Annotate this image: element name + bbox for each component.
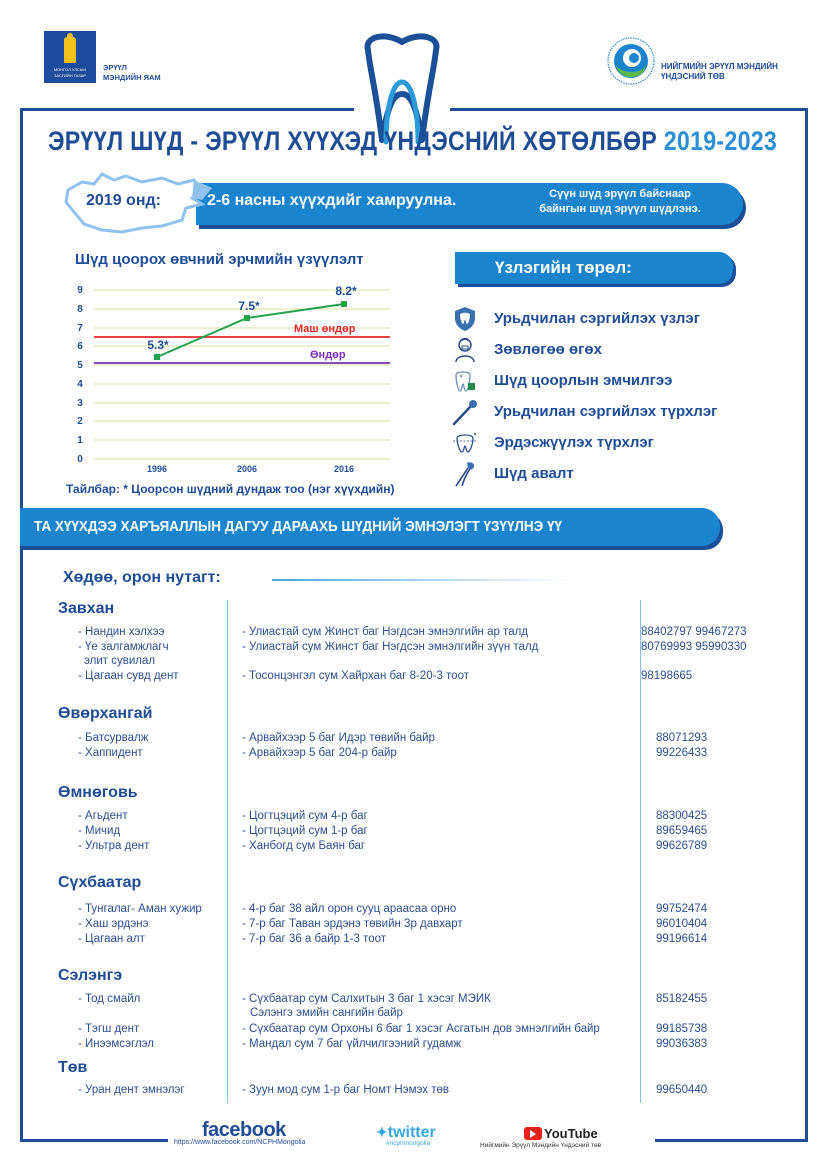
svg-text:6: 6 bbox=[77, 341, 83, 352]
svg-text:2: 2 bbox=[77, 416, 83, 427]
clinic-phone: 99650440 bbox=[656, 1084, 708, 1096]
chart-footnote: Тайлбар: * Цоорсон шүдний дундаж тоо (нэг хүүхдийн) bbox=[66, 482, 395, 496]
clinic-name: - Нандин хэлхээ bbox=[78, 626, 165, 638]
facebook-link[interactable]: facebook bbox=[202, 1119, 286, 1141]
frame-bottom-left bbox=[20, 1139, 168, 1142]
clinic-address: - 7-р баг Таван эрдэнэ төвийн 3р давхарт bbox=[242, 918, 463, 930]
svg-text:8: 8 bbox=[77, 304, 83, 315]
clinic-address: - Арвайхээр 5 баг Идэр төвийн байр bbox=[242, 732, 435, 744]
exam-item: Урьдчилан сэргийлэх түрхлэг bbox=[448, 396, 788, 427]
svg-text:5: 5 bbox=[77, 360, 83, 371]
svg-text:9: 9 bbox=[77, 285, 83, 296]
heading-divider bbox=[272, 579, 572, 581]
clinic-phone: 88071293 bbox=[656, 732, 708, 744]
clinic-address: - Улиастай сум Жинст баг Нэгдсэн эмнэлгийн зүүн талд bbox=[242, 641, 539, 653]
frame-left bbox=[20, 108, 23, 1142]
svg-text:2016: 2016 bbox=[333, 464, 355, 474]
clinic-name: - Батсурвалж bbox=[78, 732, 149, 744]
y-axis-ticks bbox=[77, 285, 83, 465]
ncph-logo-icon bbox=[606, 36, 656, 86]
x-axis-ticks bbox=[147, 464, 354, 474]
frame-top-left bbox=[20, 108, 354, 111]
tooth-cavity-icon bbox=[448, 367, 482, 395]
clinic-name: - Тод смайл bbox=[78, 993, 141, 1005]
clinic-address: - Сүхбаатар сум Салхитын 3 баг 1 хэсэг МЭИК bbox=[242, 993, 491, 1005]
clinic-phone: 89659465 bbox=[656, 825, 708, 837]
clinic-address: - Мандал сум 7 баг үйлчилгээний гудамж bbox=[242, 1038, 462, 1050]
clinic-address: - Сүхбаатар сум Орхоны 6 баг 1 хэсэг Асгатын дов эмнэлгийн байр bbox=[242, 1023, 600, 1035]
dental-brush-icon bbox=[448, 398, 482, 426]
exam-types-list bbox=[448, 303, 788, 489]
svg-text:3: 3 bbox=[77, 398, 83, 409]
clinic-address: - Улиастай сум Жинст баг Нэгдсэн эмнэлгийн ар талд bbox=[242, 626, 529, 638]
svg-text:7: 7 bbox=[77, 323, 83, 334]
clinic-phone: 99626789 bbox=[656, 840, 708, 852]
clinic-phone: 98198665 bbox=[641, 670, 693, 682]
locations-heading: Хөдөө, орон нутагт: bbox=[63, 569, 221, 586]
high-label: Өндөр bbox=[310, 349, 346, 361]
clinic-address: - Тосонцэнгэл сум Хайрхан баг 8-20-3 тоот bbox=[242, 670, 469, 682]
point-label-1996: 5.3* bbox=[147, 338, 169, 352]
point-label-2006: 7.5* bbox=[238, 299, 260, 313]
clinic-phone: 85182455 bbox=[656, 993, 708, 1005]
clinic-phone: 96010404 bbox=[656, 918, 708, 930]
clinic-name: - Тэгш дент bbox=[78, 1023, 140, 1035]
exam-item: Шүд авалт bbox=[448, 458, 788, 489]
soyombo-icon bbox=[64, 37, 76, 63]
page-title: ЭРҮҮЛ ШҮД - ЭРҮҮЛ ХҮҮХЭД ҮНДЭСНИЙ ХӨТӨЛБӨР 2019-2023 bbox=[48, 126, 778, 156]
clinic-phone: 80769993 95990330 bbox=[641, 641, 747, 653]
clinic-name: - Тунгалаг- Аман хужир bbox=[78, 903, 202, 915]
clinic-name: - Мичид bbox=[78, 825, 121, 837]
clinic-address: - Зуун мод сум 1-р баг Номт Нэмэх төв bbox=[242, 1084, 449, 1096]
province-zavkhan: Завхан bbox=[58, 600, 115, 617]
frame-right bbox=[805, 108, 808, 1142]
caries-line-chart bbox=[60, 278, 400, 476]
clinic-name: - Ультра дент bbox=[78, 840, 150, 852]
government-logo bbox=[44, 31, 96, 83]
point-label-2016: 8.2* bbox=[335, 284, 357, 298]
ncph-name: НИЙГМИЙН ЭРҮҮЛ МЭНДИЙН ҮНДЭСНИЙ ТӨВ bbox=[661, 62, 778, 81]
ministry-name: ЭРҮҮЛ МЭНДИЙН ЯАМ bbox=[103, 63, 161, 82]
frame-bottom-right bbox=[655, 1139, 808, 1142]
clinic-name-cont: элит сувилал bbox=[84, 655, 156, 667]
tooth-sparkle-icon bbox=[448, 429, 482, 457]
province-selenge: Сэлэнгэ bbox=[58, 967, 123, 984]
province-sukhbaatar: Сүхбаатар bbox=[58, 874, 142, 891]
clinic-name: - Цагаан алт bbox=[78, 933, 145, 945]
banner-main-text: 2-6 насны хүүхдийг хамруулна. bbox=[207, 192, 457, 209]
clinic-phone: 99036383 bbox=[656, 1038, 708, 1050]
exam-item: Урьдчилан сэргийлэх үзлэг bbox=[448, 303, 788, 334]
very-high-label: Маш өндөр bbox=[294, 323, 356, 335]
twitter-bird-icon: ✦ bbox=[376, 1124, 388, 1140]
guidance-banner-text: ТА ХҮҮХДЭЭ ХАРЪЯАЛЛЫН ДАГУУ ДАРААХЬ ШҮДНИЙ ЭМНЭЛЭГТ ҮЗҮҮЛНЭ ҮҮ bbox=[34, 518, 563, 535]
banner-year-label: 2019 онд: bbox=[86, 192, 161, 209]
government-logo-text: МОНГОЛ УЛСЫН ЗАСГИЙН ГАЗАР bbox=[53, 67, 87, 78]
chart-gridlines bbox=[94, 290, 390, 459]
clinic-address: - Цогтцэций сум 1-р баг bbox=[242, 825, 368, 837]
province-umnugovi: Өмнөговь bbox=[58, 784, 138, 801]
clinic-name: - Хаппидент bbox=[78, 747, 143, 759]
shield-tooth-icon bbox=[448, 305, 482, 333]
dentist-icon bbox=[448, 336, 482, 364]
clinic-phone: 99196614 bbox=[656, 933, 708, 945]
exam-item: Шүд цоорлын эмчилгээ bbox=[448, 365, 788, 396]
clinic-name: - Цагаан сувд дент bbox=[78, 670, 179, 682]
clinic-address: - 4-р баг 38 айл орон сууц араасаа орно bbox=[242, 903, 457, 915]
clinic-phone: 99752474 bbox=[656, 903, 708, 915]
twitter-link[interactable]: ✦twitter bbox=[376, 1124, 436, 1141]
clinic-address-cont: Сэлэнгэ эмийн сангийн байр bbox=[250, 1007, 403, 1019]
banner-side-text: Сүүн шүд эрүүл байснаар байнгын шүд эрүүл шүдлэнэ. bbox=[539, 188, 701, 215]
svg-text:4: 4 bbox=[77, 379, 83, 390]
youtube-link[interactable]: YouTube bbox=[524, 1126, 598, 1141]
twitter-handle: #ncphmongolia bbox=[386, 1140, 431, 1147]
clinic-address: - Ханбогд сум Баян баг bbox=[242, 840, 366, 852]
clinic-phone: 99226433 bbox=[656, 747, 708, 759]
clinic-address: - 7-р баг 36 а байр 1-3 тоот bbox=[242, 933, 387, 945]
svg-text:2006: 2006 bbox=[236, 464, 258, 474]
exam-item: Зөвлөгөө өгөх bbox=[448, 334, 788, 365]
youtube-play-icon bbox=[524, 1127, 542, 1140]
clinic-address: - Арвайхээр 5 баг 204-р байр bbox=[242, 747, 397, 759]
province-tuv: Төв bbox=[58, 1059, 88, 1076]
clinic-name: - Инээмсэглэл bbox=[78, 1038, 155, 1050]
clinic-phone: 88402797 99467273 bbox=[641, 626, 747, 638]
column-divider-1 bbox=[227, 600, 228, 1103]
youtube-channel-name: Нийгмийн Эрүүл Мэндийн Үндэсний төв bbox=[480, 1142, 602, 1149]
clinic-phone: 88300425 bbox=[656, 810, 708, 822]
svg-text:1996: 1996 bbox=[146, 464, 168, 474]
clinic-name: - Хаш эрдэнэ bbox=[78, 918, 149, 930]
province-uvurkhangai: Өвөрхангай bbox=[58, 705, 153, 722]
clinic-name: - Агьдент bbox=[78, 810, 128, 822]
clinic-address: - Цогтцэций сум 4-р баг bbox=[242, 810, 368, 822]
extraction-pliers-icon bbox=[448, 460, 482, 488]
exam-item: Эрдэсжүүлэх түрхлэг bbox=[448, 427, 788, 458]
svg-text:1: 1 bbox=[77, 435, 83, 446]
clinic-phone: 99185738 bbox=[656, 1023, 708, 1035]
title-years: 2019-2023 bbox=[663, 126, 778, 156]
frame-top-right bbox=[450, 108, 808, 111]
chart-title: Шүд цоорох өвчний эрчмийн үзүүлэлт bbox=[75, 251, 364, 268]
exam-types-header: Үзлэгийн төрөл: bbox=[455, 252, 735, 284]
svg-text:0: 0 bbox=[77, 454, 83, 465]
facebook-url[interactable]: https://www.facebook.com/NCPHMongolia bbox=[174, 1139, 306, 1146]
clinic-name: - Үе залгамжлагч bbox=[78, 641, 169, 653]
clinic-name: - Уран дент эмнэлэг bbox=[78, 1084, 185, 1096]
